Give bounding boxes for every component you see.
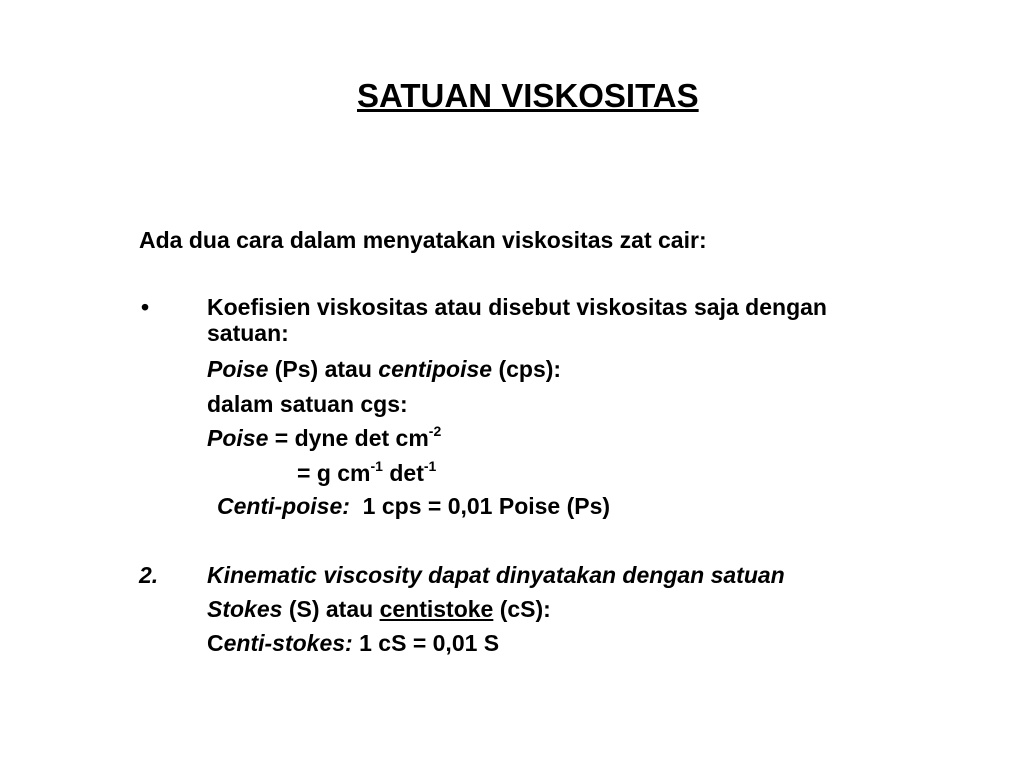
stokes-end: (cS): [493,596,551,622]
poise-text-b: (cps): [492,356,562,382]
poise-line [207,356,561,382]
poise-definition [207,425,441,451]
cs-text: 1 cS = 0,01 S [352,630,500,656]
poise-def-text: = dyne det cm [268,425,429,451]
poise-def-exponent: -2 [428,423,442,440]
centipoise-label: centipoise [378,356,493,382]
eq-prefix: = g cm [297,460,371,486]
bullet-marker: • [141,294,150,320]
poise-label: Poise [207,356,269,382]
cgs-line: dalam satuan cgs: [207,391,408,417]
page-title: SATUAN VISKOSITAS [357,77,699,114]
item2-line1: Kinematic viscosity dapat dinyatakan dengan satuan [207,562,785,588]
equivalent-units [297,460,436,486]
stokes-mid: (S) atau [282,596,380,622]
poise-def-label: Poise [207,425,269,451]
intro-text: Ada dua cara dalam menyatakan viskositas zat cair: [139,227,707,253]
centipoise-def-text: 1 cps = 0,01 Poise (Ps) [349,493,611,519]
item2-marker: 2. [139,562,159,588]
eq-exponent-2: -1 [423,458,437,475]
centistokes-definition [207,630,499,656]
eq-exponent-1: -1 [370,458,383,475]
stokes-label: Stokes [207,596,283,622]
poise-text-a: (Ps) atau [268,356,379,382]
cs-label: enti-stokes: [223,630,353,656]
centistoke-label: centistoke [379,596,494,622]
centipoise-def-label: Centi-poise: [217,493,350,519]
centipoise-definition [217,493,610,519]
item1-line1: Koefisien viskositas atau disebut viskositas saja dengan [207,294,827,320]
stokes-line [207,596,551,622]
item1-line2: satuan: [207,320,289,346]
eq-mid: det [382,460,424,486]
cs-first-letter: C [207,630,224,656]
